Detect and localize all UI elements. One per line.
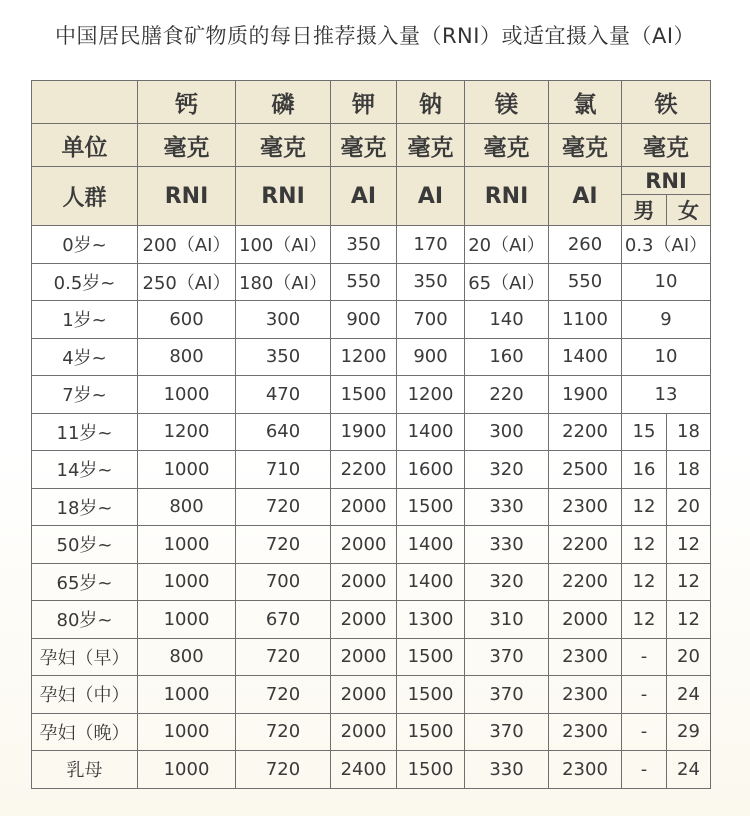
cell-fe-male: - <box>622 713 667 751</box>
row-group-label: 1岁~ <box>32 301 138 339</box>
cell-k: 900 <box>331 301 397 339</box>
table-row <box>32 263 711 301</box>
row-group-label: 乳母 <box>32 751 138 789</box>
cell-fe: 10 <box>622 338 711 376</box>
cell-fe-male: 12 <box>622 601 667 639</box>
cell-fe: 0.3（AI） <box>622 226 711 264</box>
table-row <box>32 488 711 526</box>
cell-cl: 2300 <box>549 751 622 789</box>
cell-na: 1500 <box>397 638 465 676</box>
cell-ca: 1000 <box>138 751 236 789</box>
cell-fe-female: 12 <box>667 601 711 639</box>
cell-k: 350 <box>331 226 397 264</box>
cell-ca: 800 <box>138 338 236 376</box>
row-group-label: 7岁~ <box>32 376 138 414</box>
header-mineral-magnesium: 镁 <box>465 81 549 124</box>
table-row <box>32 563 711 601</box>
table-row <box>32 638 711 676</box>
header-unit: 毫克 <box>397 124 465 167</box>
cell-k: 2000 <box>331 563 397 601</box>
cell-na: 1300 <box>397 601 465 639</box>
row-group-label: 11岁~ <box>32 413 138 451</box>
cell-fe-female: 18 <box>667 413 711 451</box>
cell-k: 1500 <box>331 376 397 414</box>
cell-fe-male: - <box>622 676 667 714</box>
cell-na: 350 <box>397 263 465 301</box>
cell-ca: 1000 <box>138 601 236 639</box>
cell-mg: 370 <box>465 713 549 751</box>
header-measure: RNI <box>138 167 236 226</box>
header-measure: AI <box>331 167 397 226</box>
row-group-label: 18岁~ <box>32 488 138 526</box>
table-row <box>32 338 711 376</box>
header-row-group <box>32 167 711 195</box>
cell-cl: 550 <box>549 263 622 301</box>
table-row <box>32 451 711 489</box>
cell-na: 900 <box>397 338 465 376</box>
cell-ca: 1000 <box>138 451 236 489</box>
row-group-label: 孕妇（早） <box>32 638 138 676</box>
header-mineral-iron: 铁 <box>622 81 711 124</box>
table-row <box>32 676 711 714</box>
cell-na: 1400 <box>397 563 465 601</box>
cell-na: 1500 <box>397 713 465 751</box>
row-group-label: 4岁~ <box>32 338 138 376</box>
header-measure: RNI <box>236 167 331 226</box>
cell-k: 1900 <box>331 413 397 451</box>
cell-k: 550 <box>331 263 397 301</box>
cell-mg: 320 <box>465 451 549 489</box>
cell-ca: 800 <box>138 638 236 676</box>
header-corner <box>32 81 138 124</box>
cell-cl: 2200 <box>549 413 622 451</box>
cell-mg: 20（AI） <box>465 226 549 264</box>
table-row <box>32 413 711 451</box>
table-row <box>32 601 711 639</box>
cell-na: 1400 <box>397 413 465 451</box>
cell-mg: 320 <box>465 563 549 601</box>
header-iron-female: 女 <box>667 195 711 226</box>
cell-p: 670 <box>236 601 331 639</box>
cell-fe-female: 24 <box>667 751 711 789</box>
cell-na: 1200 <box>397 376 465 414</box>
cell-fe-male: 12 <box>622 563 667 601</box>
cell-na: 1600 <box>397 451 465 489</box>
cell-cl: 2000 <box>549 601 622 639</box>
cell-p: 640 <box>236 413 331 451</box>
cell-k: 1200 <box>331 338 397 376</box>
cell-k: 2000 <box>331 526 397 564</box>
cell-fe-male: - <box>622 638 667 676</box>
cell-k: 2000 <box>331 601 397 639</box>
cell-cl: 2300 <box>549 713 622 751</box>
header-mineral-sodium: 钠 <box>397 81 465 124</box>
cell-cl: 2300 <box>549 638 622 676</box>
header-row-mineral <box>32 81 711 124</box>
cell-cl: 2200 <box>549 563 622 601</box>
header-measure: RNI <box>465 167 549 226</box>
cell-cl: 260 <box>549 226 622 264</box>
row-group-label: 孕妇（中） <box>32 676 138 714</box>
cell-na: 170 <box>397 226 465 264</box>
cell-k: 2000 <box>331 713 397 751</box>
cell-fe-male: 16 <box>622 451 667 489</box>
cell-fe: 9 <box>622 301 711 339</box>
cell-p: 710 <box>236 451 331 489</box>
header-iron-male: 男 <box>622 195 667 226</box>
cell-p: 470 <box>236 376 331 414</box>
cell-fe-female: 29 <box>667 713 711 751</box>
cell-fe-male: - <box>622 751 667 789</box>
cell-p: 720 <box>236 526 331 564</box>
cell-fe-female: 18 <box>667 451 711 489</box>
cell-fe: 13 <box>622 376 711 414</box>
cell-mg: 140 <box>465 301 549 339</box>
table-row <box>32 713 711 751</box>
cell-ca: 1000 <box>138 713 236 751</box>
cell-k: 2000 <box>331 488 397 526</box>
cell-mg: 310 <box>465 601 549 639</box>
cell-ca: 800 <box>138 488 236 526</box>
cell-mg: 370 <box>465 638 549 676</box>
cell-cl: 1400 <box>549 338 622 376</box>
header-unit: 毫克 <box>465 124 549 167</box>
row-group-label: 孕妇（晚） <box>32 713 138 751</box>
cell-ca: 200（AI） <box>138 226 236 264</box>
cell-fe-female: 12 <box>667 526 711 564</box>
header-unit: 毫克 <box>236 124 331 167</box>
header-mineral-calcium: 钙 <box>138 81 236 124</box>
table-row <box>32 226 711 264</box>
header-unit: 毫克 <box>549 124 622 167</box>
row-group-label: 80岁~ <box>32 601 138 639</box>
cell-cl: 2300 <box>549 488 622 526</box>
cell-mg: 330 <box>465 751 549 789</box>
cell-cl: 1900 <box>549 376 622 414</box>
table-title: 中国居民膳食矿物质的每日推荐摄入量（RNI）或适宜摄入量（AI） <box>54 24 696 48</box>
cell-p: 720 <box>236 751 331 789</box>
header-measure-iron: RNI <box>622 167 711 195</box>
cell-fe-female: 20 <box>667 638 711 676</box>
cell-ca: 600 <box>138 301 236 339</box>
cell-mg: 220 <box>465 376 549 414</box>
header-unit: 毫克 <box>622 124 711 167</box>
cell-fe-male: 12 <box>622 488 667 526</box>
cell-fe-female: 24 <box>667 676 711 714</box>
cell-cl: 2300 <box>549 676 622 714</box>
cell-p: 720 <box>236 488 331 526</box>
cell-ca: 1200 <box>138 413 236 451</box>
row-group-label: 0岁~ <box>32 226 138 264</box>
row-group-label: 50岁~ <box>32 526 138 564</box>
cell-p: 350 <box>236 338 331 376</box>
cell-k: 2200 <box>331 451 397 489</box>
cell-na: 1500 <box>397 751 465 789</box>
cell-na: 700 <box>397 301 465 339</box>
header-row-unit <box>32 124 711 167</box>
header-measure: AI <box>549 167 622 226</box>
header-unit: 毫克 <box>331 124 397 167</box>
cell-p: 720 <box>236 676 331 714</box>
header-mineral-chlorine: 氯 <box>549 81 622 124</box>
cell-mg: 65（AI） <box>465 263 549 301</box>
cell-fe: 10 <box>622 263 711 301</box>
cell-cl: 1100 <box>549 301 622 339</box>
cell-na: 1400 <box>397 526 465 564</box>
row-group-label: 65岁~ <box>32 563 138 601</box>
cell-na: 1500 <box>397 676 465 714</box>
row-group-label: 14岁~ <box>32 451 138 489</box>
cell-fe-male: 12 <box>622 526 667 564</box>
header-unit-label: 单位 <box>32 124 138 167</box>
cell-mg: 370 <box>465 676 549 714</box>
cell-na: 1500 <box>397 488 465 526</box>
cell-fe-male: 15 <box>622 413 667 451</box>
header-measure: AI <box>397 167 465 226</box>
cell-mg: 330 <box>465 526 549 564</box>
cell-ca: 250（AI） <box>138 263 236 301</box>
cell-fe-female: 12 <box>667 563 711 601</box>
header-group-label: 人群 <box>32 167 138 226</box>
header-unit: 毫克 <box>138 124 236 167</box>
cell-cl: 2500 <box>549 451 622 489</box>
table-row <box>32 526 711 564</box>
cell-mg: 300 <box>465 413 549 451</box>
cell-cl: 2200 <box>549 526 622 564</box>
cell-p: 720 <box>236 713 331 751</box>
cell-k: 2000 <box>331 676 397 714</box>
cell-mg: 330 <box>465 488 549 526</box>
cell-p: 700 <box>236 563 331 601</box>
cell-p: 300 <box>236 301 331 339</box>
cell-fe-female: 20 <box>667 488 711 526</box>
cell-p: 100（AI） <box>236 226 331 264</box>
cell-k: 2400 <box>331 751 397 789</box>
cell-ca: 1000 <box>138 376 236 414</box>
mineral-intake-table <box>31 80 711 789</box>
header-mineral-potassium: 钾 <box>331 81 397 124</box>
cell-p: 180（AI） <box>236 263 331 301</box>
cell-ca: 1000 <box>138 526 236 564</box>
cell-mg: 160 <box>465 338 549 376</box>
table-row <box>32 751 711 789</box>
cell-p: 720 <box>236 638 331 676</box>
cell-k: 2000 <box>331 638 397 676</box>
table-row <box>32 376 711 414</box>
table-row <box>32 301 711 339</box>
row-group-label: 0.5岁~ <box>32 263 138 301</box>
cell-ca: 1000 <box>138 676 236 714</box>
cell-ca: 1000 <box>138 563 236 601</box>
header-mineral-phosphorus: 磷 <box>236 81 331 124</box>
